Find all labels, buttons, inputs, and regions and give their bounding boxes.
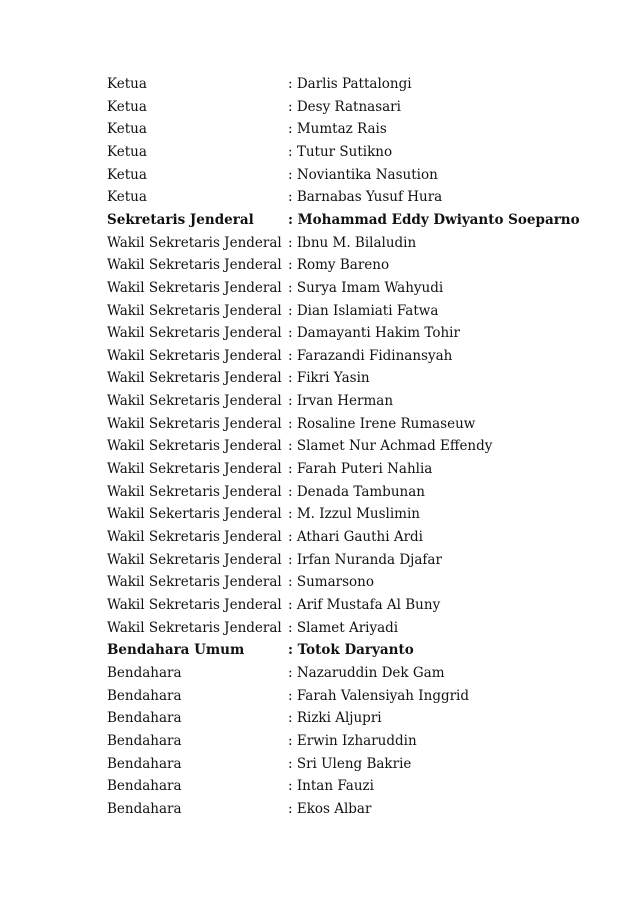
position-title: Sekretaris Jenderal [107,211,254,228]
officer-row [0,594,638,616]
position-title: Wakil Sekretaris Jenderal [107,574,282,591]
officer-row [0,96,638,118]
position-title: Wakil Sekretaris Jenderal [107,370,282,387]
officer-row [0,73,638,95]
position-title: Wakil Sekertaris Jenderal [107,506,282,523]
officer-row [0,662,638,684]
officer-row [0,458,638,480]
position-title: Wakil Sekretaris Jenderal [107,347,282,364]
officer-row [0,707,638,729]
position-title: Bendahara [107,732,182,749]
officer-row [0,367,638,389]
officer-row [0,571,638,593]
officer-name: : Surya Imam Wahyudi [288,279,444,296]
officer-row [0,435,638,457]
officer-row [0,481,638,503]
position-title: Wakil Sekretaris Jenderal [107,279,282,296]
officer-row [0,390,638,412]
position-title: Wakil Sekretaris Jenderal [107,257,282,274]
officer-row [0,526,638,548]
officer-name: : Desy Ratnasari [288,98,401,115]
officer-name: : Romy Bareno [288,257,390,274]
officer-row [0,549,638,571]
officer-name: : Ibnu M. Bilaludin [288,234,417,251]
officer-row [0,753,638,775]
officer-name: : Arif Mustafa Al Buny [288,596,441,613]
officer-name: : Farazandi Fidinansyah [288,347,453,364]
position-title: Wakil Sekretaris Jenderal [107,619,282,636]
officer-name: : Dian Islamiati Fatwa [288,302,439,319]
officer-row [0,345,638,367]
officer-row [0,775,638,797]
officer-row [0,413,638,435]
position-title: Bendahara [107,778,182,795]
officer-row [0,300,638,322]
officer-row [0,685,638,707]
position-title: Wakil Sekretaris Jenderal [107,302,282,319]
officer-name: : Totok Daryanto [288,642,414,659]
officer-name: : Fikri Yasin [288,370,370,387]
position-title: Ketua [107,76,147,92]
officer-name: : Darlis Pattalongi [288,76,412,92]
officer-row [0,798,638,820]
officer-name: : Athari Gauthi Ardi [288,529,423,545]
position-title: Wakil Sekretaris Jenderal [107,483,282,500]
officer-name: : Slamet Nur Achmad Effendy [288,438,493,455]
position-title: Wakil Sekretaris Jenderal [107,393,282,410]
position-title: Wakil Sekretaris Jenderal [107,461,282,478]
officer-name: : Tutur Sutikno [288,143,393,160]
position-title: Wakil Sekretaris Jenderal [107,529,282,545]
officer-name: : Damayanti Hakim Tohir [288,325,460,342]
officer-name: : Rosaline Irene Rumaseuw [288,415,476,432]
officer-row [0,186,638,208]
officer-row [0,503,638,525]
position-title: Wakil Sekretaris Jenderal [107,234,282,251]
officer-row [0,639,638,661]
officer-row [0,730,638,752]
position-title: Wakil Sekretaris Jenderal [107,325,282,342]
officer-name: : Farah Valensiyah Inggrid [288,687,470,704]
position-title: Ketua [107,121,147,138]
position-title: Wakil Sekretaris Jenderal [107,596,282,613]
officer-row [0,617,638,639]
position-title: Ketua [107,166,147,183]
officer-row [0,209,638,231]
position-title: Ketua [107,189,147,206]
officer-name: : Irvan Herman [288,393,394,410]
officer-name: : Intan Fauzi [288,778,374,795]
officer-name: : Farah Puteri Nahlia [288,461,433,478]
officer-name: : Ekos Albar [288,800,372,817]
officer-row [0,277,638,299]
position-title: Wakil Sekretaris Jenderal [107,415,282,432]
position-title: Bendahara [107,800,182,817]
position-title: Bendahara Umum [107,642,245,659]
officer-row [0,254,638,276]
officer-name: : Rizki Aljupri [288,710,382,727]
position-title: Bendahara [107,710,182,727]
officer-name: : Mohammad Eddy Dwiyanto Soeparno [288,211,580,228]
position-title: Wakil Sekretaris Jenderal [107,551,282,568]
position-title: Bendahara [107,664,182,681]
officer-name: : Erwin Izharuddin [288,732,417,749]
officer-name: : Noviantika Nasution [288,166,438,183]
officer-name: : Irfan Nuranda Djafar [288,551,442,568]
officer-name: : Sumarsono [288,574,374,591]
officer-name: : Nazaruddin Dek Gam [288,664,445,681]
position-title: Ketua [107,98,147,115]
officer-name: : Sri Uleng Bakrie [288,755,412,772]
position-title: Wakil Sekretaris Jenderal [107,438,282,455]
officer-name: : Mumtaz Rais [288,121,387,138]
officer-row [0,164,638,186]
officer-name: : M. Izzul Muslimin [288,506,421,523]
officer-row [0,118,638,140]
position-title: Bendahara [107,687,182,704]
officer-name: : Denada Tambunan [288,483,425,500]
officer-name: : Slamet Ariyadi [288,619,399,636]
officer-row [0,232,638,254]
officer-name: : Barnabas Yusuf Hura [288,189,443,206]
position-title: Ketua [107,143,147,160]
position-title: Bendahara [107,755,182,772]
officer-row [0,322,638,344]
officer-row [0,141,638,163]
